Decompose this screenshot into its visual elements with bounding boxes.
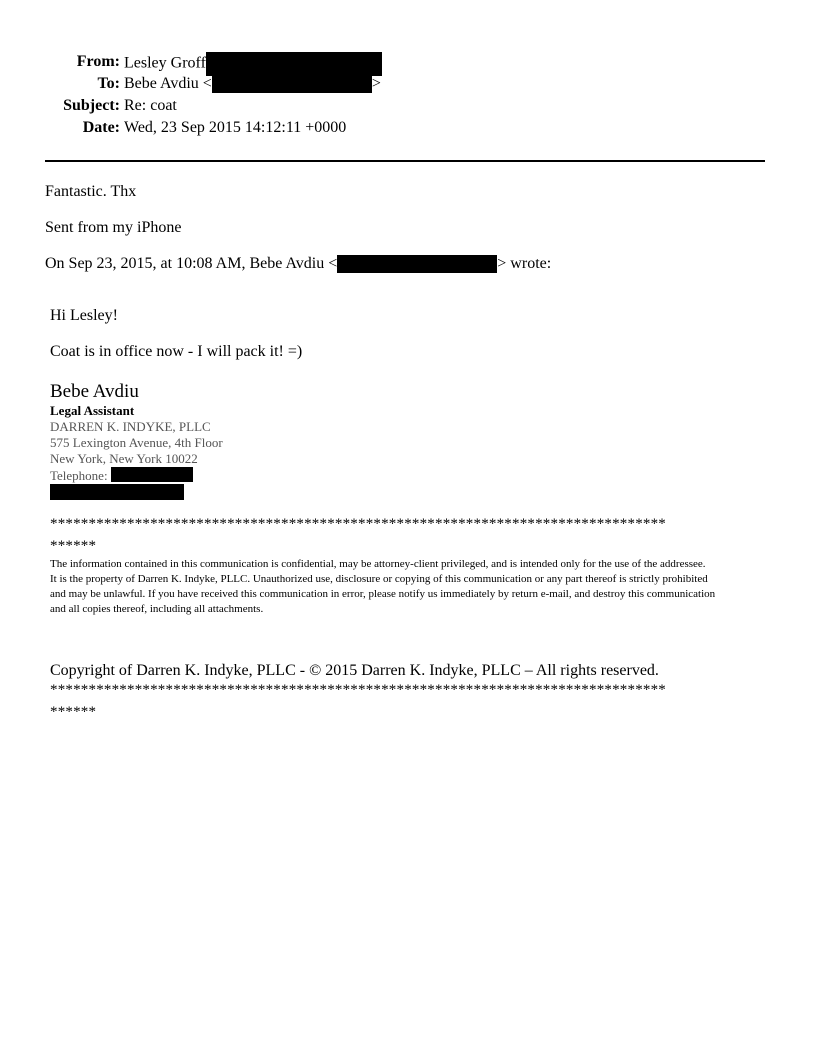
- quote-intro-prefix: On Sep 23, 2015, at 10:08 AM, Bebe Avdiu <: [45, 255, 338, 272]
- disclaimer-paragraph: It is the property of Darren K. Indyke, PLLC. Unauthorized use, disclosure or copying of this communication or any part thereof is strictly prohibited: [50, 573, 708, 585]
- quoted-greeting: Hi Lesley!: [50, 307, 118, 324]
- disclaimer-text: [50, 557, 750, 617]
- signature-redacted-line: [50, 483, 184, 501]
- header-divider: [45, 160, 765, 162]
- from-label: From:: [76, 53, 120, 70]
- redaction-box: [111, 467, 193, 482]
- signature-telephone: [50, 467, 193, 484]
- subject-value: Re: coat: [124, 97, 177, 114]
- to-value: Bebe Avdiu <: [124, 75, 212, 92]
- redaction-box: [206, 52, 382, 76]
- from-value: Lesley Groff: [124, 54, 206, 72]
- signature-firm: DARREN K. INDYKE, PLLC: [50, 419, 211, 434]
- stars-divider: ********************************************************************************: [50, 516, 666, 532]
- reply-text: Fantastic. Thx: [45, 183, 137, 200]
- signature-address-line2: New York, New York 10022: [50, 451, 198, 466]
- redaction-box: [337, 255, 497, 273]
- quote-intro: [45, 254, 551, 274]
- stars-divider-cont: ******: [50, 538, 97, 554]
- copyright-notice: Copyright of Darren K. Indyke, PLLC - © 2015 Darren K. Indyke, PLLC – All rights reserved.: [50, 662, 659, 679]
- date-label: Date:: [82, 119, 120, 136]
- date-value: Wed, 23 Sep 2015 14:12:11 +0000: [124, 119, 347, 136]
- telephone-label: Telephone:: [50, 468, 108, 483]
- disclaimer-paragraph: and may be unlawful. If you have received this communication in error, please notify us immediately by return e-mail, and destroy this communication: [50, 588, 716, 600]
- to-suffix: >: [371, 75, 381, 92]
- signature-address-line1: 575 Lexington Avenue, 4th Floor: [50, 435, 223, 450]
- subject-label: Subject:: [63, 97, 120, 114]
- redaction-box: [212, 75, 372, 93]
- redaction-box: [50, 484, 184, 500]
- sent-from-text: Sent from my iPhone: [45, 219, 182, 236]
- signature-name: Bebe Avdiu: [50, 381, 139, 402]
- to-label: To:: [97, 75, 120, 92]
- stars-divider: ********************************************************************************: [50, 682, 666, 698]
- signature-title: Legal Assistant: [50, 403, 135, 418]
- disclaimer-paragraph: The information contained in this communication is confidential, may be attorney-client privileged, and is intended only for the use of the addressee.: [50, 558, 706, 570]
- quoted-message: Coat is in office now - I will pack it! =): [50, 343, 303, 360]
- disclaimer-paragraph: and all copies thereof, including all attachments.: [50, 603, 264, 615]
- stars-divider-cont: ******: [50, 704, 97, 720]
- quote-intro-suffix: > wrote:: [497, 255, 552, 272]
